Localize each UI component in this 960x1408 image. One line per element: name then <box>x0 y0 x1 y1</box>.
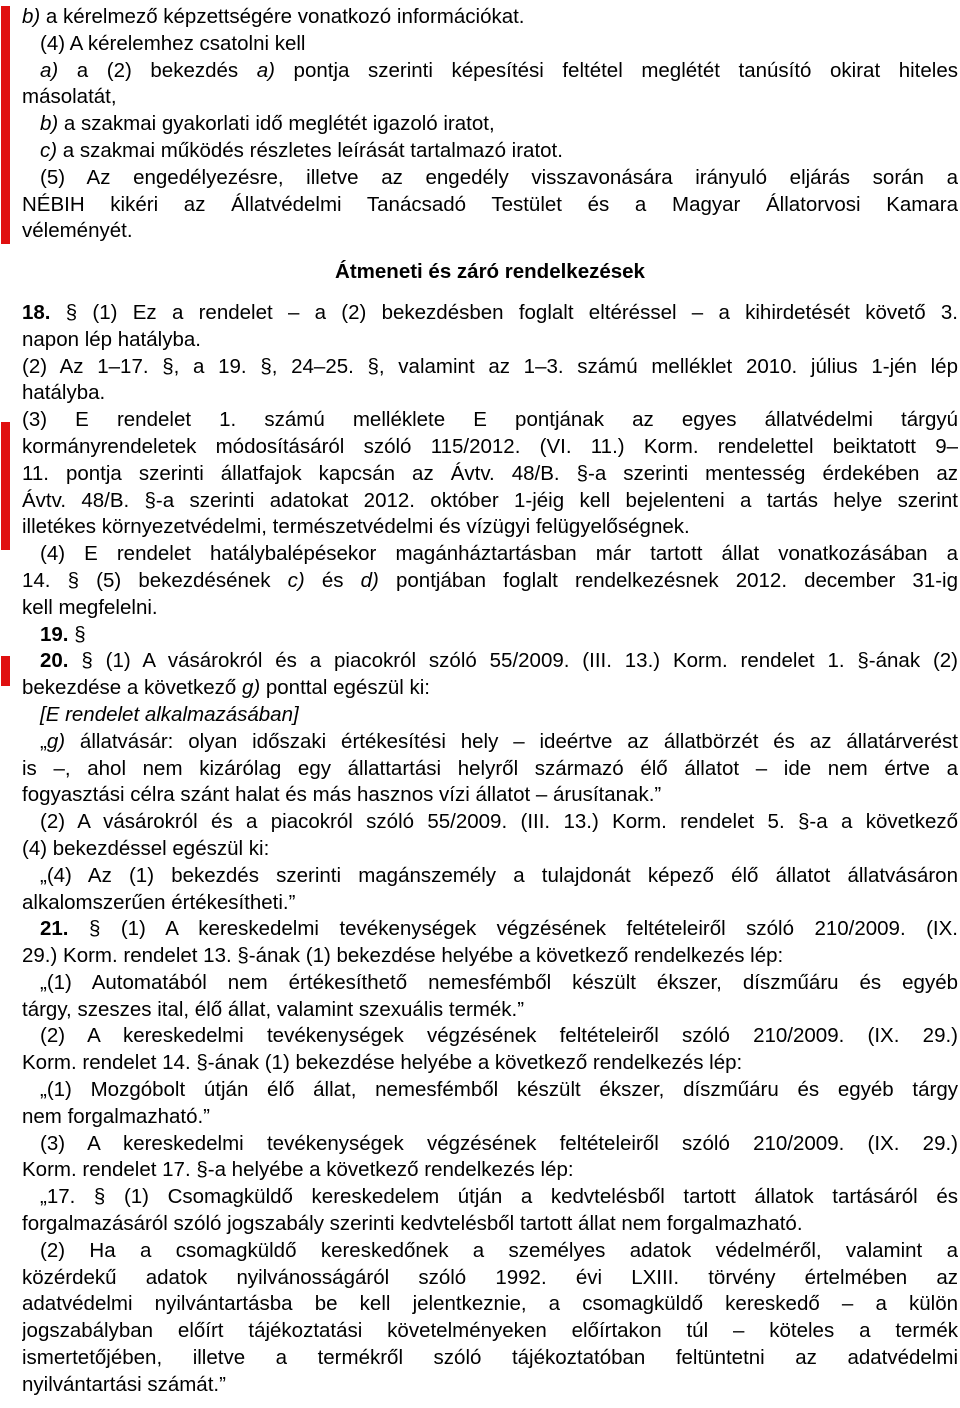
text-run: adatvédelmi nyilvántartásba be kell jelentkeznie, a csomagküldő kereskedő – a külön <box>22 1292 958 1316</box>
text-line <box>22 1291 958 1318</box>
text-run: másolatát, <box>22 85 117 109</box>
text-run: (2) Az 1–17. §, a 19. §, 24–25. §, valamint az 1–3. számú melléklet 2010. július 1-jén lép <box>22 354 958 378</box>
text-run: „(1) Mozgóbolt útján élő állat, nemesfémből készült ékszer, díszműáru és egyéb tárgy <box>40 1078 958 1102</box>
text-run: „(1) Automatából nem értékesíthető nemesfémből készült ékszer, díszműáru és egyéb <box>40 970 958 994</box>
text-line <box>22 916 958 943</box>
text-run: g) <box>241 676 261 700</box>
text-run: a szakmai gyakorlati idő meglétét igazoló iratot, <box>58 112 495 136</box>
text-line <box>22 218 958 245</box>
text-run: (2) A vásárokról és a piacokról szóló 55/2009. (III. 13.) Korm. rendelet 5. §-a a következő <box>40 810 958 834</box>
text-line <box>22 809 958 836</box>
text-run: 21. <box>40 917 69 941</box>
text-line <box>22 138 958 165</box>
text-line <box>22 729 958 756</box>
text-run: közérdekű adatok nyilvánosságáról szóló 1992. évi LXIII. törvény értelmében az <box>22 1265 958 1289</box>
text-line <box>22 327 958 354</box>
text-line <box>22 756 958 783</box>
text-line <box>22 1050 958 1077</box>
text-line <box>22 1211 958 1238</box>
text-line <box>22 1265 958 1292</box>
text-line <box>22 595 958 622</box>
text-line <box>22 1184 958 1211</box>
text-line <box>22 58 958 85</box>
text-run: (4) E rendelet hatálybalépésekor magánháztartásban már tartott állat vonatkozásában a <box>40 542 958 566</box>
text-run: b) <box>22 5 41 28</box>
text-line <box>22 1372 958 1399</box>
section-heading: Átmeneti és záró rendelkezések <box>335 260 645 284</box>
text-run: kormányrendeletek módosításáról szóló 115/2012. (VI. 11.) Korm. rendelettel beiktatott 9– <box>22 434 958 458</box>
text-line <box>22 997 958 1024</box>
text-line <box>22 782 958 809</box>
text-run: a szakmai működés részletes leírását tartalmazó iratot. <box>57 138 563 162</box>
text-line <box>22 568 958 595</box>
text-run: a) <box>256 58 275 82</box>
text-line <box>22 1345 958 1372</box>
text-run: forgalmazásáról szóló jogszabály szerinti kedvtelésből tartott állat nem forgalmazható. <box>22 1212 803 1236</box>
text-line <box>22 863 958 890</box>
text-run: pontja szerinti képesítési feltétel meglétét tanúsító okirat hiteles <box>274 58 958 82</box>
text-run: tárgy, szeszes ital, élő állat, valamint szexuális termék.” <box>22 997 525 1021</box>
text-run: hatályba. <box>22 381 106 405</box>
text-run: a (2) bekezdés <box>58 58 257 82</box>
text-run: a kérelmező képzettségére vonatkozó információkat. <box>40 5 525 28</box>
text-line <box>22 541 958 568</box>
text-run: (2) Ha a csomagküldő kereskedőnek a személyes adatok védelméről, valamint a <box>40 1238 958 1262</box>
text-run: véleményét. <box>22 219 133 243</box>
text-line <box>22 702 958 729</box>
text-line <box>22 434 958 461</box>
text-line <box>22 1157 958 1184</box>
text-line <box>22 300 958 327</box>
text-run: (4) A kérelemhez csatolni kell <box>40 31 306 55</box>
text-run: és <box>304 568 361 592</box>
text-run: [E rendelet alkalmazásában] <box>40 702 299 726</box>
text-run: NÉBIH kikéri az Állatvédelmi Tanácsadó Testület és a Magyar Állatorvosi Kamara <box>22 192 958 216</box>
text-run: ponttal egészül ki: <box>260 676 430 700</box>
text-line <box>22 943 958 970</box>
text-run: „ <box>40 729 47 753</box>
text-run: 14. § (5) bekezdésének <box>22 568 288 592</box>
text-run: „17. § (1) Csomagküldő kereskedelem útján a kedvtelésből tartott állatok tartásáról és <box>40 1185 958 1209</box>
text-line <box>22 514 958 541</box>
text-run: illetékes környezetvédelmi, természetvédelmi és vízügyi felügyelőségnek. <box>22 515 690 539</box>
text-line <box>22 192 958 219</box>
text-line <box>22 1318 958 1345</box>
text-run: (4) bekezdéssel egészül ki: <box>22 836 270 860</box>
text-run: jogszabályban előírt tájékoztatási követelményeken előírtakon túl – köteles a termék <box>22 1319 958 1343</box>
text-run: c) <box>287 568 305 592</box>
text-run: alkalomszerűen értékesítheti.” <box>22 890 296 914</box>
text-run: 19. <box>40 622 69 646</box>
amendment-marker-bar <box>1 656 10 686</box>
text-line <box>22 4 958 31</box>
text-line <box>22 380 958 407</box>
text-line <box>22 675 958 702</box>
text-run: (5) Az engedélyezésre, illetve az engedély visszavonására irányuló eljárás során a <box>40 165 958 189</box>
text-run: Korm. rendelet 17. §-a helyébe a következő rendelkezés lép: <box>22 1158 574 1182</box>
text-run: bekezdése a következő <box>22 676 242 700</box>
text-run: kell megfelelni. <box>22 595 158 619</box>
text-run: ismertetőjében, illetve a termékről szóló tájékoztatóban feltüntetni az adatvédelmi <box>22 1346 958 1370</box>
text-line <box>22 84 958 111</box>
text-run: napon lép hatályba. <box>22 327 201 351</box>
text-run: 18. <box>22 300 51 324</box>
text-line <box>22 622 958 649</box>
text-run: g) <box>46 729 66 753</box>
text-line <box>22 836 958 863</box>
text-run: § <box>68 622 86 646</box>
text-run: § (1) A vásárokról és a piacokról szóló 55/2009. (III. 13.) Korm. rendelet 1. §-ának (2) <box>68 649 958 673</box>
text-line <box>22 1104 958 1131</box>
text-line <box>22 31 958 58</box>
amendment-marker-bar <box>1 422 10 550</box>
text-line <box>22 165 958 192</box>
text-run: (3) A kereskedelmi tevékenységek végzésének feltételeiről szóló 210/2009. (IX. 29.) <box>40 1131 958 1155</box>
text-run: § (1) Ez a rendelet – a (2) bekezdésben foglalt eltéréssel – a kihirdetését követő 3. <box>50 300 958 324</box>
text-run: Ávtv. 48/B. §-a szerinti adatokat 2012. október 1-jéig kell bejelenteni a tartás helye szerint <box>22 488 958 512</box>
text-run: (3) E rendelet 1. számú melléklete E pontjának az egyes állatvédelmi tárgyú <box>22 408 958 432</box>
text-line <box>22 1023 958 1050</box>
text-run: 29.) Korm. rendelet 13. §-ának (1) bekezdése helyébe a következő rendelkezés lép: <box>22 944 784 968</box>
text-line <box>22 1238 958 1265</box>
text-line <box>22 1077 958 1104</box>
text-run: Korm. rendelet 14. §-ának (1) bekezdése helyébe a következő rendelkezés lép: <box>22 1051 743 1075</box>
text-run: 20. <box>40 649 69 673</box>
document-body <box>22 4 958 1399</box>
text-line <box>22 970 958 997</box>
text-run: is –, ahol nem kizárólag egy állattartási helyről származó élő állatot – ide nem értve a <box>22 756 958 780</box>
text-line <box>22 648 958 675</box>
text-run: d) <box>360 568 379 592</box>
text-line <box>22 890 958 917</box>
text-line <box>22 407 958 434</box>
text-line <box>22 111 958 138</box>
text-line <box>22 488 958 515</box>
text-run: nem forgalmazható.” <box>22 1104 211 1128</box>
text-run: állatvásár: olyan időszaki értékesítési hely – ideértve az állatbörzét és az állatárverést <box>65 729 958 753</box>
text-run: 11. pontja szerinti állatfajok kapcsán az Ávtv. 48/B. §-a szerinti mentesség érdekében az <box>22 461 958 485</box>
text-run: (2) A kereskedelmi tevékenységek végzésének feltételeiről szóló 210/2009. (IX. 29.) <box>40 1024 958 1048</box>
text-run: nyilvántartási számát.” <box>22 1372 226 1396</box>
text-run: § (1) A kereskedelmi tevékenységek végzésének feltételeiről szóló 210/2009. (IX. <box>68 917 958 941</box>
text-run: b) <box>40 112 59 136</box>
text-run: pontjában foglalt rendelkezésnek 2012. december 31-ig <box>378 568 958 592</box>
text-run: „(4) Az (1) bekezdés szerinti magánszemély a tulajdonát képező élő állatot állatvásáron <box>40 863 958 887</box>
text-line <box>22 1131 958 1158</box>
text-line <box>22 461 958 488</box>
text-run: a) <box>40 58 59 82</box>
amendment-marker-bar <box>1 6 10 244</box>
text-line <box>22 354 958 381</box>
text-run: fogyasztási célra szánt halat és más hasznos vízi állatot – árusítanak.” <box>22 783 662 807</box>
text-run: c) <box>40 138 58 162</box>
